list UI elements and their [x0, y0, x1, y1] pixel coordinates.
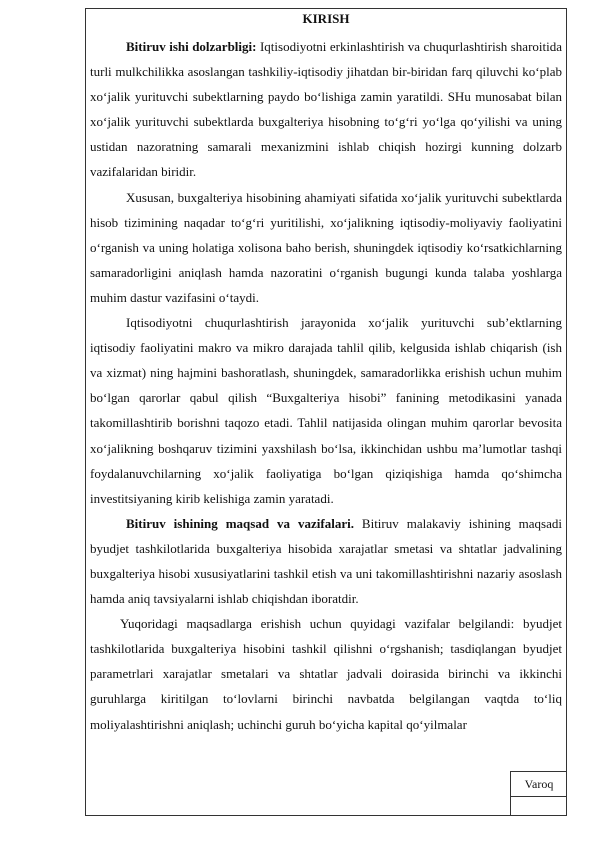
paragraph-text: Xususan, buxgalteriya hisobining ahamiyati sifatida xo‘jalik yurituvchi subektlarda hisob tizimining naqadar to‘g‘ri yuritilishi, xo‘jalikning iqtisodiy-moliyaviy faoliyatini o‘rganish va uning holatiga xolisona baho berish, shuningdek iqtisodiy ko‘rsatkichlarning samaradorligini aniqlash hamda nazoratini o‘rganish bugungi kunda talaba yoshlarga muhim dastur vazifasini o‘taydi. — [90, 189, 562, 305]
document-body — [90, 34, 562, 737]
paragraph-text: Iqtisodiyotni chuqurlashtirish jarayonida xo‘jalik yurituvchi sub’ektlarning iqtisodiy faoliyatini makro va mikro darajada tahlil qilib, kelgusida ishlab chiqarish (ish va xizmat) ning hajmini bashoratlash, shuningdek, samaradorlikka erishish uchun muhim bo‘lgan qarorlar qabul qilish “Buxgalteriya hisobi” fanining metodikasini yanada takomillashtirib borishni taqozo etadi. Tahlil natijasida olingan muhim qarorlar bevosita xo‘jalikning boshqaruv tizimini yaxshilash bo‘lsa, ikkinchidan ushbu ma’lumotlar tashqi foydalanuvchilarning xo‘jalik faoliyatiga bo‘lgan qiziqishiga hamda qo‘shimcha investitsiyaning kirib kelishiga zamin yaratadi. — [90, 315, 562, 506]
sheet-number-cell — [510, 797, 567, 816]
paragraph-text: Iqtisodiyotni erkinlashtirish va chuqurlashtirish sharoitida turli mulkchilikka asoslangan tashkiliy-iqtisodiy jihatdan bir-biridan farq qiluvchi ko‘plab xo‘jalik yurituvchi subektlarning paydo bo‘lishiga zamin yaratildi. SHu munosabat bilan xo‘jalik yurituvchi subektlarda buxgalteriya hisobning to‘g‘ri yo‘lga qo‘yilishi va uning ustidan nazoratning samarali mexanizmini ishlab chiqish hozirgi kunning dolzarb vazifalaridan biridir. — [90, 39, 563, 180]
paragraph-significance — [90, 185, 562, 310]
paragraph-heading: Bitiruv ishi dolzarbligi: — [126, 39, 257, 54]
sheet-stamp-label: Varoq — [510, 771, 567, 797]
paragraph-text: Yuqoridagi maqsadlarga erishish uchun quyidagi vazifalar belgilandi: byudjet tashkilotlarida buxgalteriya hisobini tashkil qilishni o‘rgshanish; tasdiqlangan byudjet parametrlari xarajatlar smetalari va shtatlar jadvali doirasida birinchi va ikkinchi guruhlarga kiritilgan to‘lovlarni birinchi navbatda belgilangan vaqtda to‘liq moliyalashtirishni aniqlash; uchinchi guruh bo‘yicha kapital qo‘yilmalar — [90, 616, 562, 732]
paragraph-goals — [90, 511, 562, 611]
paragraph-text: Bitiruv malakaviy ishining maqsadi byudjet tashkilotlarida buxgalteriya hisobida xarajatlar smetasi va shtatlar jadvalining buxgalteriya hisobi xususiyatlarini tashkil etish va uni takomillashtirishni nazariy asoslash hamda aniq tavsiyalarni ishlab chiqishdan iboratdir. — [90, 515, 562, 607]
paragraph-analysis — [90, 310, 562, 511]
paragraph-tasks — [90, 611, 562, 736]
paragraph-relevance — [90, 34, 562, 185]
paragraph-heading: Bitiruv ishining maqsad va vazifalari. — [126, 515, 354, 531]
page-title: KIRISH — [302, 11, 350, 26]
